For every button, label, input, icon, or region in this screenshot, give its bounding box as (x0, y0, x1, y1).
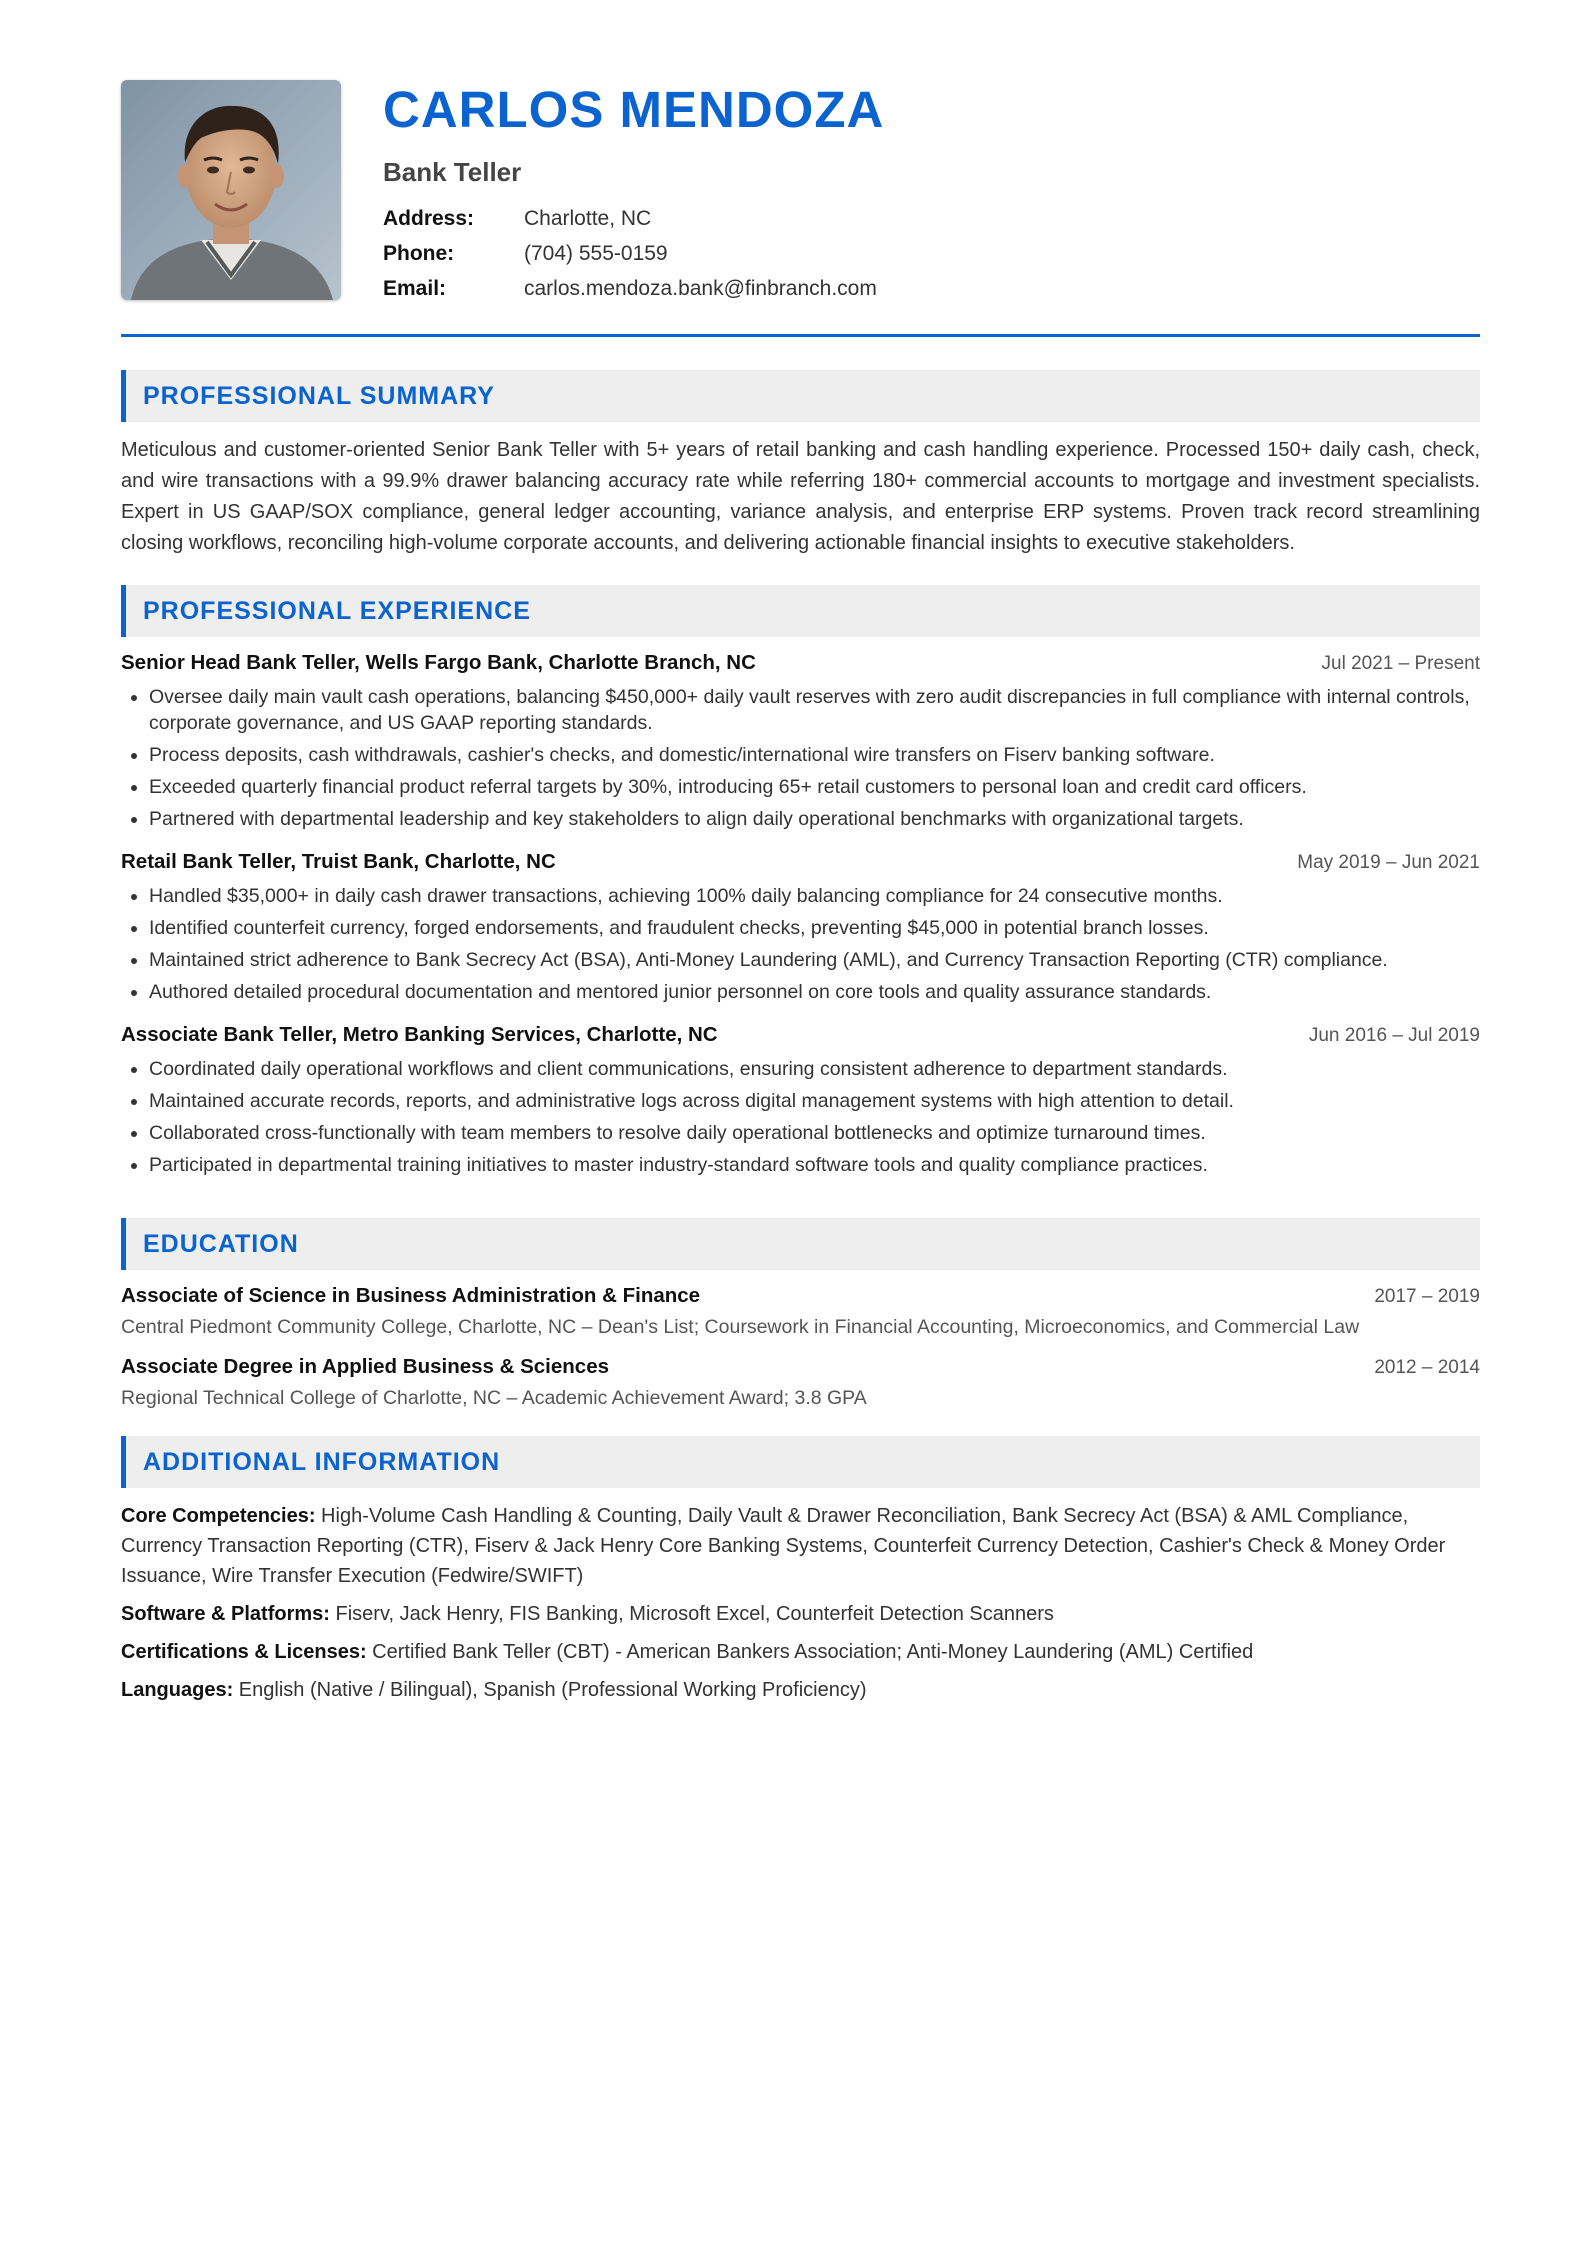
job-title: Retail Bank Teller, Truist Bank, Charlotte, NC (121, 850, 556, 873)
education-heading: EDUCATION (121, 1218, 1480, 1270)
job-bullet: • Partnered with departmental leadership and key stakeholders to align daily operational benchmarks with organizational targets. (149, 806, 1480, 832)
job-bullet: • Collaborated cross-functionally with team members to resolve daily operational bottlenecks and optimize turnaround times. (149, 1120, 1480, 1146)
resume-header (121, 80, 1480, 301)
job-entry (121, 1023, 1480, 1178)
address-value: Charlotte, NC (524, 207, 652, 230)
additional-heading: ADDITIONAL INFORMATION (121, 1436, 1480, 1488)
header-divider (121, 334, 1480, 337)
job-entry (121, 651, 1480, 832)
education-header (121, 1284, 1480, 1308)
job-bullet: • Process deposits, cash withdrawals, cashier's checks, and domestic/international wire transfers on Fiserv banking software. (149, 742, 1480, 768)
job-dates: May 2019 – Jun 2021 (1297, 852, 1480, 873)
additional-label: Core Competencies: (121, 1505, 316, 1527)
education-dates: 2017 – 2019 (1374, 1286, 1480, 1307)
job-bullet: • Maintained strict adherence to Bank Secrecy Act (BSA), Anti-Money Laundering (AML), and Currency Transaction Reporting (CTR) compliance. (149, 947, 1480, 973)
job-dates: Jul 2021 – Present (1321, 653, 1480, 674)
experience-heading: PROFESSIONAL EXPERIENCE (121, 585, 1480, 637)
job-bullet: • Coordinated daily operational workflows and client communications, ensuring consistent adherence to department standards. (149, 1056, 1480, 1082)
education-entry (121, 1284, 1480, 1339)
job-header (121, 850, 1480, 874)
additional-value: High-Volume Cash Handling & Counting, Daily Vault & Drawer Reconciliation, Bank Secrecy Act (BSA) & AML Compliance, Currency Transaction Reporting (CTR), Fiserv & Jack Henry Core Banking Systems, Counterfeit Currency Detection, Cashier's Check & Money Order Issuance, Wire Transfer Execution (Fedwire/SWIFT) (121, 1505, 1446, 1587)
education-dates: 2012 – 2014 (1374, 1357, 1480, 1378)
degree-title: Associate Degree in Applied Business & Sciences (121, 1355, 610, 1378)
job-bullet: • Identified counterfeit currency, forged endorsements, and fraudulent checks, preventing $45,000 in potential branch losses. (149, 915, 1480, 941)
additional-label: Certifications & Licenses: (121, 1641, 367, 1663)
job-dates: Jun 2016 – Jul 2019 (1308, 1025, 1480, 1046)
job-bullet: • Maintained accurate records, reports, and administrative logs across digital management systems with high attention to detail. (149, 1088, 1480, 1114)
additional-value: Certified Bank Teller (CBT) - American Bankers Association; Anti-Money Laundering (AML) Certified (366, 1641, 1254, 1663)
job-title: Associate Bank Teller, Metro Banking Services, Charlotte, NC (121, 1023, 718, 1046)
job-bullets (121, 684, 1480, 832)
email-value: carlos.mendoza.bank@finbranch.com (524, 277, 877, 300)
email-label: Email: (383, 277, 447, 300)
job-header (121, 651, 1480, 675)
job-bullet: • Exceeded quarterly financial product referral targets by 30%, introducing 65+ retail customers to personal loan and credit card officers. (149, 774, 1480, 800)
contact-details (383, 207, 884, 301)
education-details: Regional Technical College of Charlotte, NC – Academic Achievement Award; 3.8 GPA (121, 1387, 867, 1409)
additional-item (121, 1637, 1480, 1667)
additional-list (121, 1501, 1480, 1705)
additional-item (121, 1501, 1480, 1591)
phone-value: (704) 555-0159 (524, 242, 668, 265)
additional-value: English (Native / Bilingual), Spanish (Professional Working Proficiency) (233, 1679, 867, 1701)
education-details: Central Piedmont Community College, Charlotte, NC – Dean's List; Coursework in Financial Accounting, Microeconomics, and Commercial Law (121, 1316, 1360, 1338)
candidate-name: CARLOS MENDOZA (383, 81, 885, 138)
job-entry (121, 850, 1480, 1005)
education-entry (121, 1355, 1480, 1410)
phone-label: Phone: (383, 242, 455, 265)
additional-item (121, 1599, 1480, 1629)
additional-label: Software & Platforms: (121, 1603, 330, 1625)
job-title: Senior Head Bank Teller, Wells Fargo Bank, Charlotte Branch, NC (121, 651, 756, 674)
summary-heading: PROFESSIONAL SUMMARY (121, 370, 1480, 422)
header-info (383, 80, 884, 301)
degree-title: Associate of Science in Business Administration & Finance (121, 1284, 701, 1307)
job-bullet: • Authored detailed procedural documentation and mentored junior personnel on core tools and quality assurance standards. (149, 979, 1480, 1005)
job-bullet: • Handled $35,000+ in daily cash drawer transactions, achieving 100% daily balancing compliance for 24 consecutive months. (149, 883, 1480, 909)
job-bullet: • Oversee daily main vault cash operations, balancing $450,000+ daily vault reserves with zero audit discrepancies in full compliance with internal controls, corporate governance, and US GAAP reporting standards. (149, 684, 1480, 736)
additional-value: Fiserv, Jack Henry, FIS Banking, Microsoft Excel, Counterfeit Detection Scanners (329, 1603, 1054, 1625)
job-bullet: • Participated in departmental training initiatives to master industry-standard software tools and quality compliance practices. (149, 1152, 1480, 1178)
job-bullets (121, 883, 1480, 1005)
additional-label: Languages: (121, 1679, 234, 1701)
candidate-title: Bank Teller (383, 157, 522, 187)
summary-text: Meticulous and customer-oriented Senior Bank Teller with 5+ years of retail banking and cash handling experience. Processed 150+ daily cash, check, and wire transactions with a 99.9% drawer balancing accuracy rate while referring 180+ commercial accounts to mortgage and investment specialists. Expert in US GAAP/SOX compliance, general ledger accounting, variance analysis, and enterprise ERP systems. Proven track record streamlining closing workflows, reconciling high-volume corporate accounts, and delivering actionable financial insights to executive stakeholders. (121, 439, 1480, 554)
job-header (121, 1023, 1480, 1047)
profile-photo-illustration (121, 80, 341, 300)
job-bullets (121, 1056, 1480, 1178)
address-label: Address: (383, 207, 475, 230)
education-header (121, 1355, 1480, 1379)
profile-photo (121, 80, 341, 300)
additional-item (121, 1675, 1480, 1705)
